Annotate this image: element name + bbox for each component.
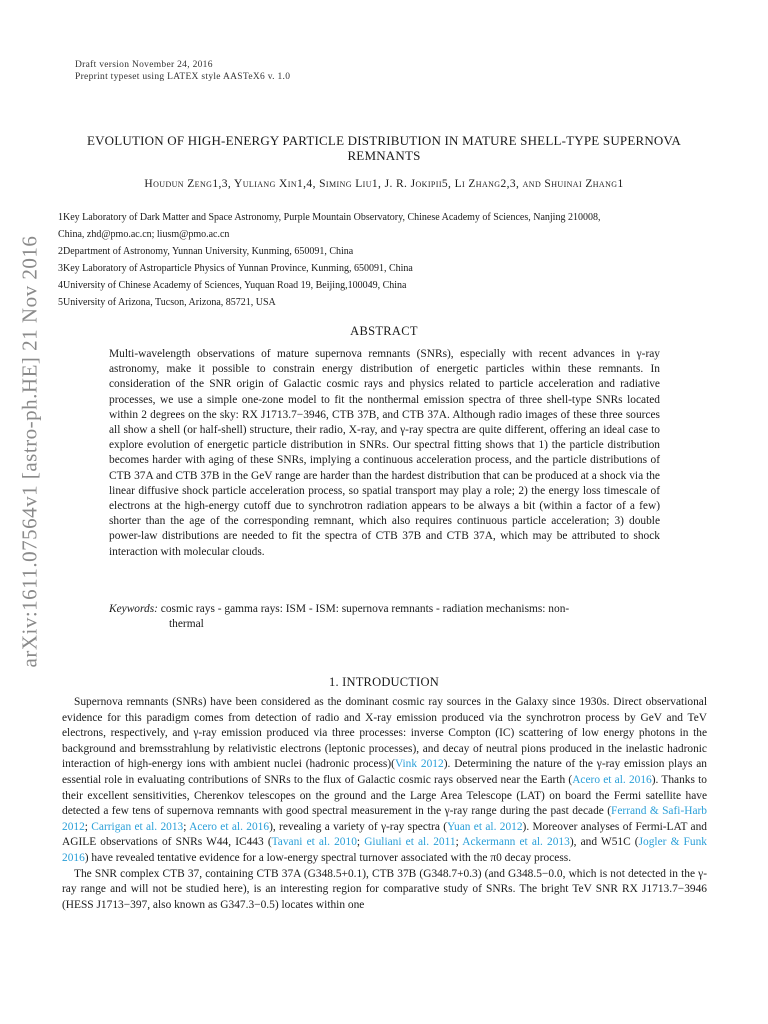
keywords [109, 602, 669, 632]
citation-link[interactable]: Jogler & Funk 2016 [62, 836, 707, 864]
draft-version: Draft version November 24, 2016 [75, 60, 213, 70]
para1-text: ). Moreover analyses of Fermi-LAT and AGILE observations of SNRs W44, IC443 ( [62, 820, 707, 849]
keywords-list-cont: thermal [169, 618, 204, 631]
citation-link[interactable]: Vink 2012 [394, 758, 444, 771]
abstract-text: Multi-wavelength observations of mature supernova remnants (SNRs), especially with recent advances in γ-ray astronomy, make it possible to constrain energy distribution of energetic particles within these remnants. In consideration of the SNR origin of Galactic cosmic rays and physics related to particle acceleration and radiative processes, we use a simple one-zone model to fit the nonthermal emission spectra of three shell-type SNRs located within 2 degrees on the sky: RX J1713.7−3946, CTB 37B, and CTB 37A. Although radio images of these three sources all show a shell (or half-shell) structure, their radio, X-ray, and γ-ray spectra are quite different, offering an ideal case to explore evolution of energetic particle distribution in SNRs. Our spectral fitting shows that 1) the particle distribution becomes harder with aging of these SNRs, implying a continuous acceleration process, and the particle distributions of CTB 37A and CTB 37B in the GeV range are harder than the hardest distribution that can be produced at a shock via the linear diffusive shock particle acceleration process, so spatial transport may play a role; 2) the energy loss timescale of electrons at the high-energy cutoff due to synchrotron radiation appears to be always a bit (within a factor of a few) shorter than the age of the corresponding remnant, which also requires continuous particle acceleration; 3) double power-law distributions are needed to fit the spectra of CTB 37B and CTB 37A, which may be attributed to shock interaction with molecular clouds. [109, 348, 660, 558]
para1-text: ), and W51C ( [569, 836, 639, 849]
keywords-list: cosmic rays - gamma rays: ISM - ISM: supernova remnants - radiation mechanisms: non- [160, 603, 570, 615]
citation-link[interactable]: Ferrand & Safi-Harb 2012 [62, 805, 708, 833]
draft-header [75, 59, 290, 83]
para1-text: ). Thanks to their excellent sensitivities, Cherenkov telescopes on the ground and the Large Area Telescope (LAT) on board the Fermi satellite have detected a few tens of supernova remnants with good spectral measurement in the γ-ray range during the past decade ( [62, 773, 707, 818]
preprint-note: Preprint typeset using LATEX style AASTeX6 v. 1.0 [75, 72, 291, 82]
title-line-1: EVOLUTION OF HIGH-ENERGY PARTICLE DISTRIBUTION IN MATURE SHELL-TYPE SUPERNOVA [86, 133, 682, 148]
citation-link[interactable]: Ackermann et al. 2013 [462, 836, 570, 849]
abstract-heading: ABSTRACT [350, 324, 418, 338]
citation-link[interactable]: Carrigan et al. 2013 [91, 820, 184, 833]
para1-text: ; [356, 836, 365, 849]
para1-text: ) have revealed tentative evidence for a low-energy spectral turnover associated with the π0 decay process. [84, 851, 572, 864]
para1-text: ; [84, 820, 92, 833]
affiliation-1: 1Key Laboratory of Dark Matter and Space Astronomy, Purple Mountain Observatory, Chinese Academy of Sciences, Nanjing 210008, [58, 212, 601, 223]
introduction-body [62, 695, 707, 913]
paper-title [60, 133, 708, 163]
affiliation-1-cont: China, zhd@pmo.ac.cn; liusm@pmo.ac.cn [58, 229, 230, 240]
keywords-label: Keywords: [109, 603, 158, 615]
affiliation-5: 5University of Arizona, Tucson, Arizona, 85721, USA [58, 297, 276, 308]
citation-link[interactable]: Acero et al. 2016 [572, 773, 652, 786]
para1-text: Supernova remnants (SNRs) have been considered as the dominant cosmic ray sources in the Galaxy since 1930s. Direct observational evidence for this paradigm comes from detection of radio and X-ray emission produced via the synchrotron process by GeV and TeV electrons, respectively, and γ-ray emission produced via three processes: inverse Compton (IC) scattering of low energy photons in the background and bremsstrahlung by relativistic electrons (leptonic processes), and decay of neutral pions produced in the inelastic hadronic interaction of high-energy ions with ambient nuclei (hadronic process)( [62, 696, 707, 771]
para1-text: ). Determining the nature of the γ-ray emission plays an essential role in evaluating contributions of SNRs to the flux of Galactic cosmic rays observed near the Earth ( [62, 758, 707, 786]
citation-link[interactable]: Yuan et al. 2012 [447, 820, 523, 833]
citation-link[interactable]: Giuliani et al. 2011 [364, 836, 456, 849]
title-line-2: REMNANTS [347, 148, 421, 163]
para1-text: ; [455, 836, 463, 849]
paragraph-2: The SNR complex CTB 37, containing CTB 37A (G348.5+0.1), CTB 37B (G348.7+0.3) (and G348.5−0.0, which is not detected in the γ-ray range and will not be studied here), is an interesting region for comparative study of SNRs. The bright TeV SNR RX J1713.7−3946 (HESS J1713−397, also known as G347.3−0.5) locates within one [62, 867, 707, 911]
author-list: Houdun Zeng1,3, Yuliang Xin1,4, Siming Liu1, J. R. Jokipii5, Li Zhang2,3, and Shuinai Zhang1 [144, 178, 624, 190]
affiliation-2: 2Department of Astronomy, Yunnan University, Kunming, 650091, China [58, 246, 354, 257]
paragraph-1 [62, 695, 707, 867]
arxiv-identifier[interactable]: arXiv:1611.07564v1 [astro-ph.HE] 21 Nov 2016 [17, 235, 42, 668]
para1-text: ), revealing a variety of γ-ray spectra ( [269, 820, 448, 833]
section-heading-introduction: 1. INTRODUCTION [329, 675, 439, 689]
affiliation-4: 4University of Chinese Academy of Sciences, Yuquan Road 19, Beijing,100049, China [58, 280, 407, 291]
affiliation-3: 3Key Laboratory of Astroparticle Physics of Yunnan Province, Kunming, 650091, China [58, 263, 413, 274]
citation-link[interactable]: Acero et al. 2016 [189, 820, 270, 833]
citation-link[interactable]: Tavani et al. 2010 [271, 836, 357, 849]
para1-text: ; [183, 820, 190, 833]
